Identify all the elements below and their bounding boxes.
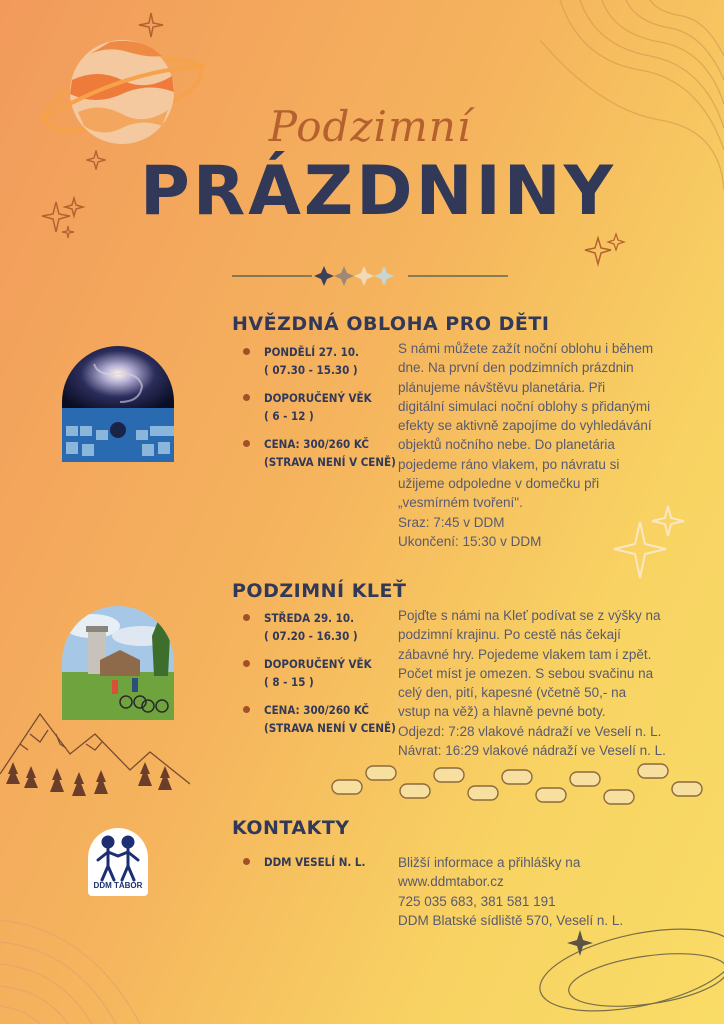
bullet-dot: [243, 858, 250, 865]
title-divider: [232, 262, 508, 292]
phone-numbers: 725 035 683, 381 581 191: [398, 893, 556, 909]
contact-details: [234, 853, 394, 881]
section-heading-klet: PODZIMNÍ KLEŤ: [232, 580, 407, 602]
klet-photo: [62, 606, 174, 720]
event-details-planetarium: [234, 343, 396, 481]
logo-text: DDM TÁBOR: [93, 881, 143, 890]
detail-age: DOPORUČENÝ VĚK ( 8 - 15 ): [234, 655, 382, 691]
planet-illustration: [38, 30, 208, 160]
bullet-dot: [243, 440, 250, 447]
footprints-icon: [326, 760, 716, 820]
sparkle-icon: [40, 196, 86, 244]
title-script: Podzimní: [268, 102, 472, 151]
page-title: PRÁZDNINY: [140, 152, 616, 231]
contact-info: Bližší informace a přihlášky na www.ddmtabor.cz 725 035 683, 381 581 191 DDM Blatské sídliště 570, Veselí n. L.: [398, 853, 718, 930]
address: DDM Blatské sídliště 570, Veselí n. L.: [398, 912, 624, 928]
detail-date: STŘEDA 29. 10. ( 07.20 - 16.30 ): [234, 609, 382, 645]
event-details-klet: [234, 609, 396, 747]
planetarium-photo: [62, 346, 174, 462]
sparkle-icon: [584, 232, 630, 272]
bullet-dot: [243, 706, 250, 713]
detail-location: DDM VESELÍ N. L.: [234, 853, 394, 871]
description-planetarium: S námi můžete zažít noční oblohu i během dne. Na první den podzimních prázdnin plánujeme návštěvu planetária. Při digitální simulaci noční oblohy s přidanými efekty se aktivně zapojíme do vyhledávání objektů nočního nebe. Do planetária pojedeme ráno vlakem, po návratu si užijeme odpoledne v domečku při „vesmírném tvoření". Sraz: 7:45 v DDM Ukončení: 15:30 v DDM: [398, 341, 654, 549]
website-link[interactable]: www.ddmtabor.cz: [398, 874, 504, 890]
contour-lines: [0, 900, 200, 1024]
bullet-dot: [243, 348, 250, 355]
detail-age: DOPORUČENÝ VĚK ( 6 - 12 ): [234, 389, 382, 425]
description-klet: Pojďte s námi na Kleť podívat se z výšky na podzimní krajinu. Po cestě nás čekají zábavné hry. Pojedeme vlakem tam i zpět. Počet míst je omezen. S sebou svačinu na celý den, pití, kapesné (včetně 50,- na vstup na věž) a hlavně pevné boty. Odjezd: 7:28 vlakové nádraží ve Veselí n. L. Návrat: 16:29 vlakové nádraží ve Veselí n. L.: [398, 608, 666, 759]
detail-price: CENA: 300/260 KČ (STRAVA NENÍ V CENĚ): [234, 701, 382, 737]
detail-price: CENA: 300/260 KČ (STRAVA NENÍ V CENĚ): [234, 435, 382, 471]
bullet-dot: [243, 660, 250, 667]
sparkle-icon: [86, 150, 106, 170]
detail-date: PONDĚLÍ 27. 10. ( 07.30 - 15.30 ): [234, 343, 382, 379]
section-heading-contacts: KONTAKTY: [232, 817, 350, 839]
sparkle-icon: [138, 12, 164, 38]
section-heading-planetarium: HVĚZDNÁ OBLOHA PRO DĚTI: [232, 313, 550, 335]
ddm-tabor-logo: [88, 828, 148, 896]
bullet-dot: [243, 394, 250, 401]
bullet-dot: [243, 614, 250, 621]
